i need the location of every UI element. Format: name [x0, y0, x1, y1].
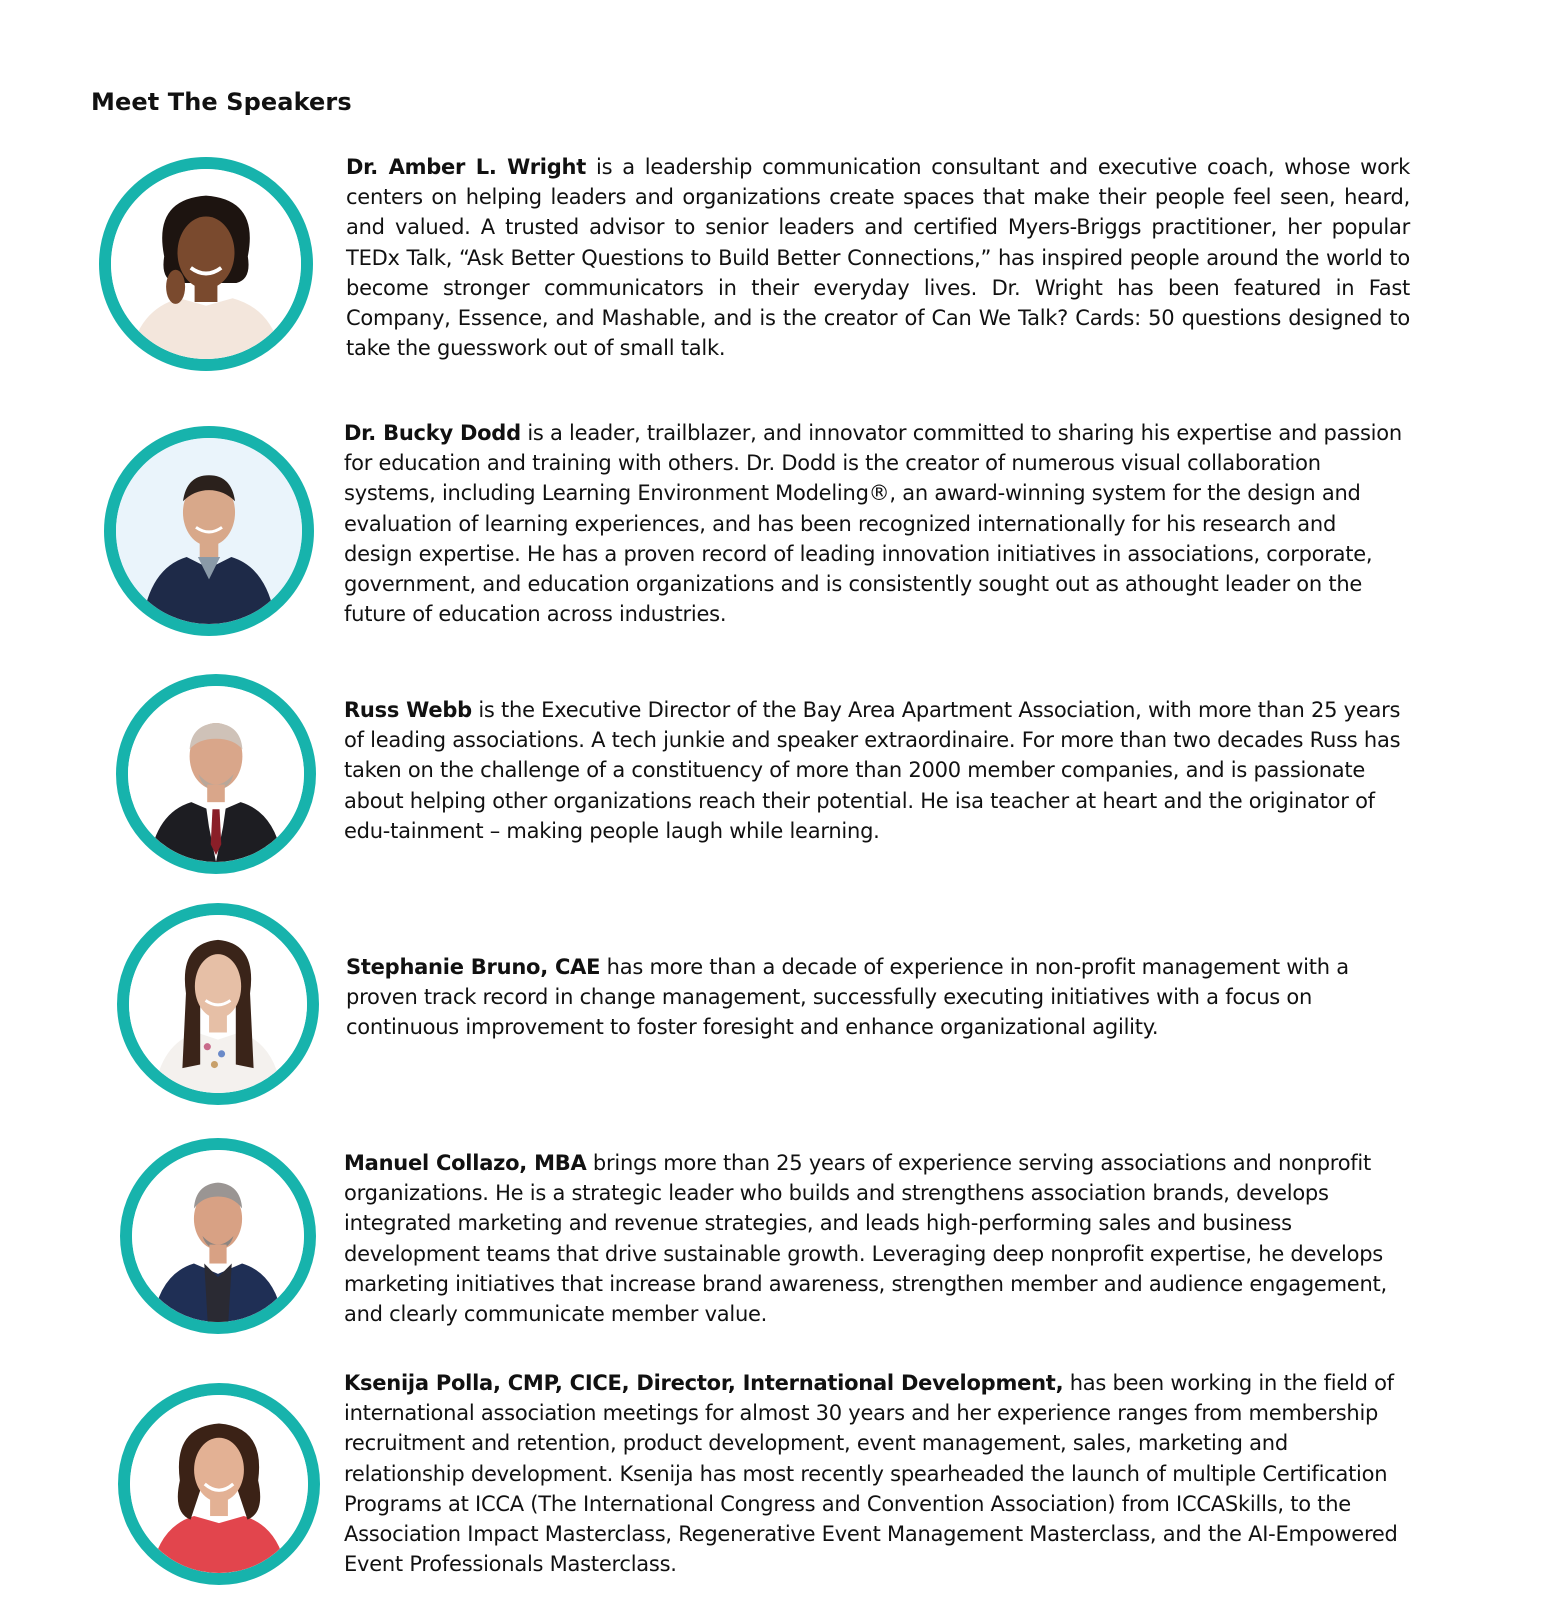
portrait-photo-icon: [128, 686, 304, 862]
speaker-name: Stephanie Bruno, CAE: [346, 955, 601, 979]
speaker-bio: [344, 1148, 1410, 1329]
speaker-photo: [120, 1138, 316, 1334]
speaker-bio: [346, 952, 1410, 1043]
speaker-photo: [116, 674, 316, 874]
page-title: Meet The Speakers: [91, 88, 352, 116]
speaker-bio: [344, 1368, 1410, 1579]
portrait-photo-icon: [129, 915, 307, 1093]
portrait-photo-icon: [111, 169, 301, 359]
speaker-bio-text: is the Executive Director of the Bay Area Apartment Association, with more than 25 years of leading associations. A tech junkie and speaker extraordinaire. For more than two decades Russ has taken on the challenge of a constituency of more than 2000 member companies, and is passionate about helping other organizations reach their potential. He isa teacher at heart and the originator of edu-tainment – making people laugh while learning.: [344, 698, 1401, 843]
speaker-name: Dr. Amber L. Wright: [346, 155, 587, 179]
speaker-bio-text: is a leader, trailblazer, and innovator committed to sharing his expertise and passion for education and training with others. Dr. Dodd is the creator of numerous visual collaboration systems, including Learning Environment Modeling®, an award-winning system for the design and evaluation of learning experiences, and has been recognized internationally for his research and design expertise. He has a proven record of leading innovation initiatives in associations, corporate, government, and education organizations and is consistently sought out as athought leader on the future of education across industries.: [344, 421, 1402, 627]
speaker-bio: [344, 418, 1410, 629]
portrait-photo-icon: [130, 1395, 308, 1573]
speaker-name: Manuel Collazo, MBA: [344, 1151, 587, 1175]
speaker-bio-text: has more than a decade of experience in non-profit management with a proven track record in change management, successfully executing initiatives with a focus on continuous improvement to foster foresight and enhance organizational agility.: [346, 955, 1349, 1040]
speaker-photo: [117, 903, 319, 1105]
speaker-bio-text: brings more than 25 years of experience serving associations and nonprofit organizations. He is a strategic leader who builds and strengthens association brands, develops integrated marketing and revenue strategies, and leads high-performing sales and business development teams that drive sustainable growth. Leveraging deep nonprofit expertise, he develops marketing initiatives that increase brand awareness, strengthen member and audience engagement, and clearly communicate member value.: [344, 1151, 1387, 1327]
speaker-photo: [104, 426, 314, 636]
speaker-bio: [344, 695, 1410, 846]
speaker-bio-text: is a leadership communication consultant and executive coach, whose work centers on helping leaders and organizations create spaces that make their people feel seen, heard, and valued. A trusted advisor to senior leaders and certified Myers-Briggs practitioner, her popular TEDx Talk, “Ask Better Questions to Build Better Connections,” has inspired people around the world to become stronger communicators in their everyday lives. Dr. Wright has been featured in Fast Company, Essence, and Mashable, and is the creator of Can We Talk? Cards: 50 questions designed to take the guesswork out of small talk.: [346, 155, 1411, 361]
portrait-photo-icon: [132, 1150, 304, 1322]
speaker-bio: [346, 152, 1410, 363]
speaker-bio-text: has been working in the field of international association meetings for almost 30 years and her experience ranges from membership recruitment and retention, product development, event management, sales, marketing and relationship development. Ksenija has most recently spearheaded the launch of multiple Certification Programs at ICCA (The International Congress and Convention Association) from ICCASkills, to the Association Impact Masterclass, Regenerative Event Management Masterclass, and the AI-Empowered Event Professionals Masterclass.: [344, 1371, 1398, 1577]
speaker-name: Dr. Bucky Dodd: [344, 421, 521, 445]
portrait-photo-icon: [116, 438, 302, 624]
speaker-name: Ksenija Polla, CMP, CICE, Director, International Development,: [344, 1371, 1064, 1395]
speaker-photo: [118, 1383, 320, 1585]
speaker-name: Russ Webb: [344, 698, 472, 722]
speaker-photo: [99, 157, 313, 371]
